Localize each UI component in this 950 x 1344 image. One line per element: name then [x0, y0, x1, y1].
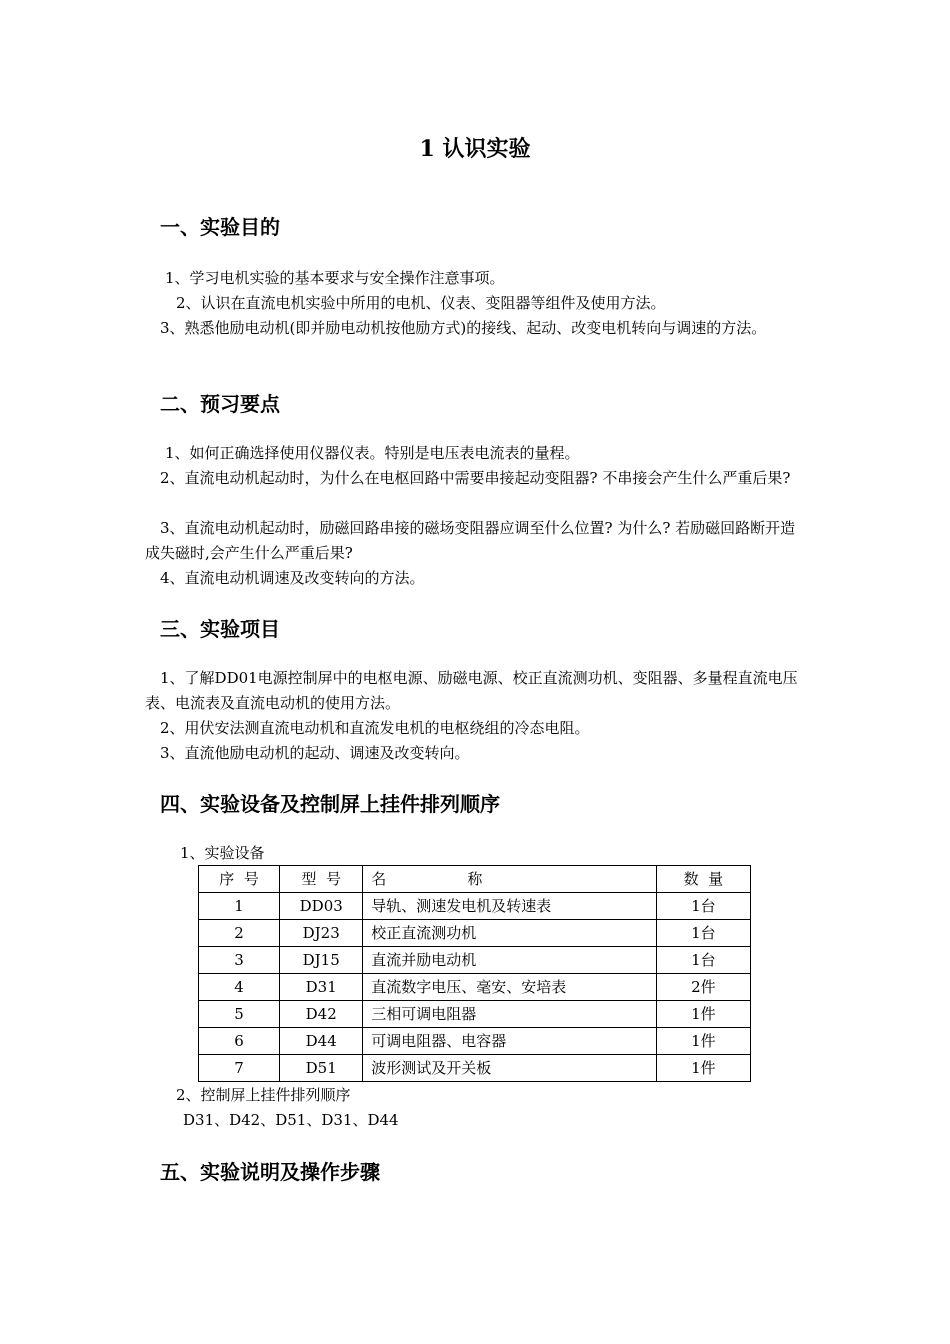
order-value: D31、D42、D51、D31、D44 — [183, 1111, 399, 1129]
cell-qty: 1件 — [656, 1055, 750, 1082]
cell-qty: 1件 — [656, 1028, 750, 1055]
cell-model: D44 — [280, 1028, 363, 1055]
cell-seq: 1 — [199, 893, 280, 920]
preview-item-1: 1、如何正确选择使用仪器仪表。特别是电压表电流表的量程。 — [165, 444, 580, 462]
cell-seq: 7 — [199, 1055, 280, 1082]
equipment-table — [198, 865, 751, 1082]
preview-item-3: 3、直流电动机起动时，励磁回路串接的磁场变阻器应调至什么位置? 为什么? 若励磁回路断开造成失磁时,会产生什么严重后果? — [145, 519, 796, 562]
table-row — [199, 1055, 751, 1082]
preview-item-4: 4、直流电动机调速及改变转向的方法。 — [160, 569, 425, 587]
equipment-label: 1、实验设备 — [180, 844, 265, 862]
objective-item-1: 1、学习电机实验的基本要求与安全操作注意事项。 — [165, 269, 505, 287]
document-title: 1 认识实验 — [419, 136, 531, 162]
preview-item-2: 2、直流电动机起动时，为什么在电枢回路中需要串接起动变阻器? 不串接会产生什么严重后果? — [160, 469, 791, 487]
objective-item-3: 3、熟悉他励电动机(即并励电动机按他励方式)的接线、起动、改变电机转向与调速的方法。 — [160, 319, 767, 337]
table-row — [199, 920, 751, 947]
cell-seq: 6 — [199, 1028, 280, 1055]
objective-item-2: 2、认识在直流电机实验中所用的电机、仪表、变阻器等组件及使用方法。 — [176, 294, 666, 312]
cell-qty: 1台 — [656, 920, 750, 947]
experiment-item-3: 3、直流他励电动机的起动、调速及改变转向。 — [160, 744, 470, 762]
section-heading-procedure: 五、实验说明及操作步骤 — [160, 1160, 380, 1184]
order-label: 2、控制屏上挂件排列顺序 — [176, 1086, 351, 1104]
cell-qty: 2件 — [656, 974, 750, 1001]
table-row — [199, 974, 751, 1001]
cell-model: DD03 — [280, 893, 363, 920]
cell-name: 校正直流测功机 — [363, 920, 657, 947]
cell-name: 直流数字电压、毫安、安培表 — [363, 974, 657, 1001]
cell-seq: 3 — [199, 947, 280, 974]
experiment-item-2: 2、用伏安法测直流电动机和直流发电机的电枢绕组的冷态电阻。 — [160, 719, 590, 737]
section-heading-equipment: 四、实验设备及控制屏上挂件排列顺序 — [160, 792, 500, 816]
cell-name: 可调电阻器、电容器 — [363, 1028, 657, 1055]
cell-name: 直流并励电动机 — [363, 947, 657, 974]
cell-seq: 2 — [199, 920, 280, 947]
table-row — [199, 1028, 751, 1055]
cell-qty: 1件 — [656, 1001, 750, 1028]
table-row — [199, 893, 751, 920]
header-model: 型 号 — [280, 866, 363, 893]
section-heading-preview: 二、预习要点 — [160, 392, 280, 416]
cell-seq: 5 — [199, 1001, 280, 1028]
table-header-row — [199, 866, 751, 893]
cell-model: D42 — [280, 1001, 363, 1028]
cell-name: 三相可调电阻器 — [363, 1001, 657, 1028]
cell-seq: 4 — [199, 974, 280, 1001]
cell-model: DJ15 — [280, 947, 363, 974]
header-qty: 数 量 — [656, 866, 750, 893]
table-row — [199, 1001, 751, 1028]
experiment-item-1: 1、了解DD01电源控制屏中的电枢电源、励磁电源、校正直流测功机、变阻器、多量程直流电压表、电流表及直流电动机的使用方法。 — [145, 669, 798, 712]
header-name: 名 称 — [363, 866, 657, 893]
section-heading-objectives: 一、实验目的 — [160, 215, 280, 239]
cell-qty: 1台 — [656, 947, 750, 974]
cell-name: 波形测试及开关板 — [363, 1055, 657, 1082]
cell-name: 导轨、测速发电机及转速表 — [363, 893, 657, 920]
cell-model: DJ23 — [280, 920, 363, 947]
cell-model: D51 — [280, 1055, 363, 1082]
cell-model: D31 — [280, 974, 363, 1001]
cell-qty: 1台 — [656, 893, 750, 920]
section-heading-items: 三、实验项目 — [160, 617, 280, 641]
table-row — [199, 947, 751, 974]
header-seq: 序 号 — [199, 866, 280, 893]
